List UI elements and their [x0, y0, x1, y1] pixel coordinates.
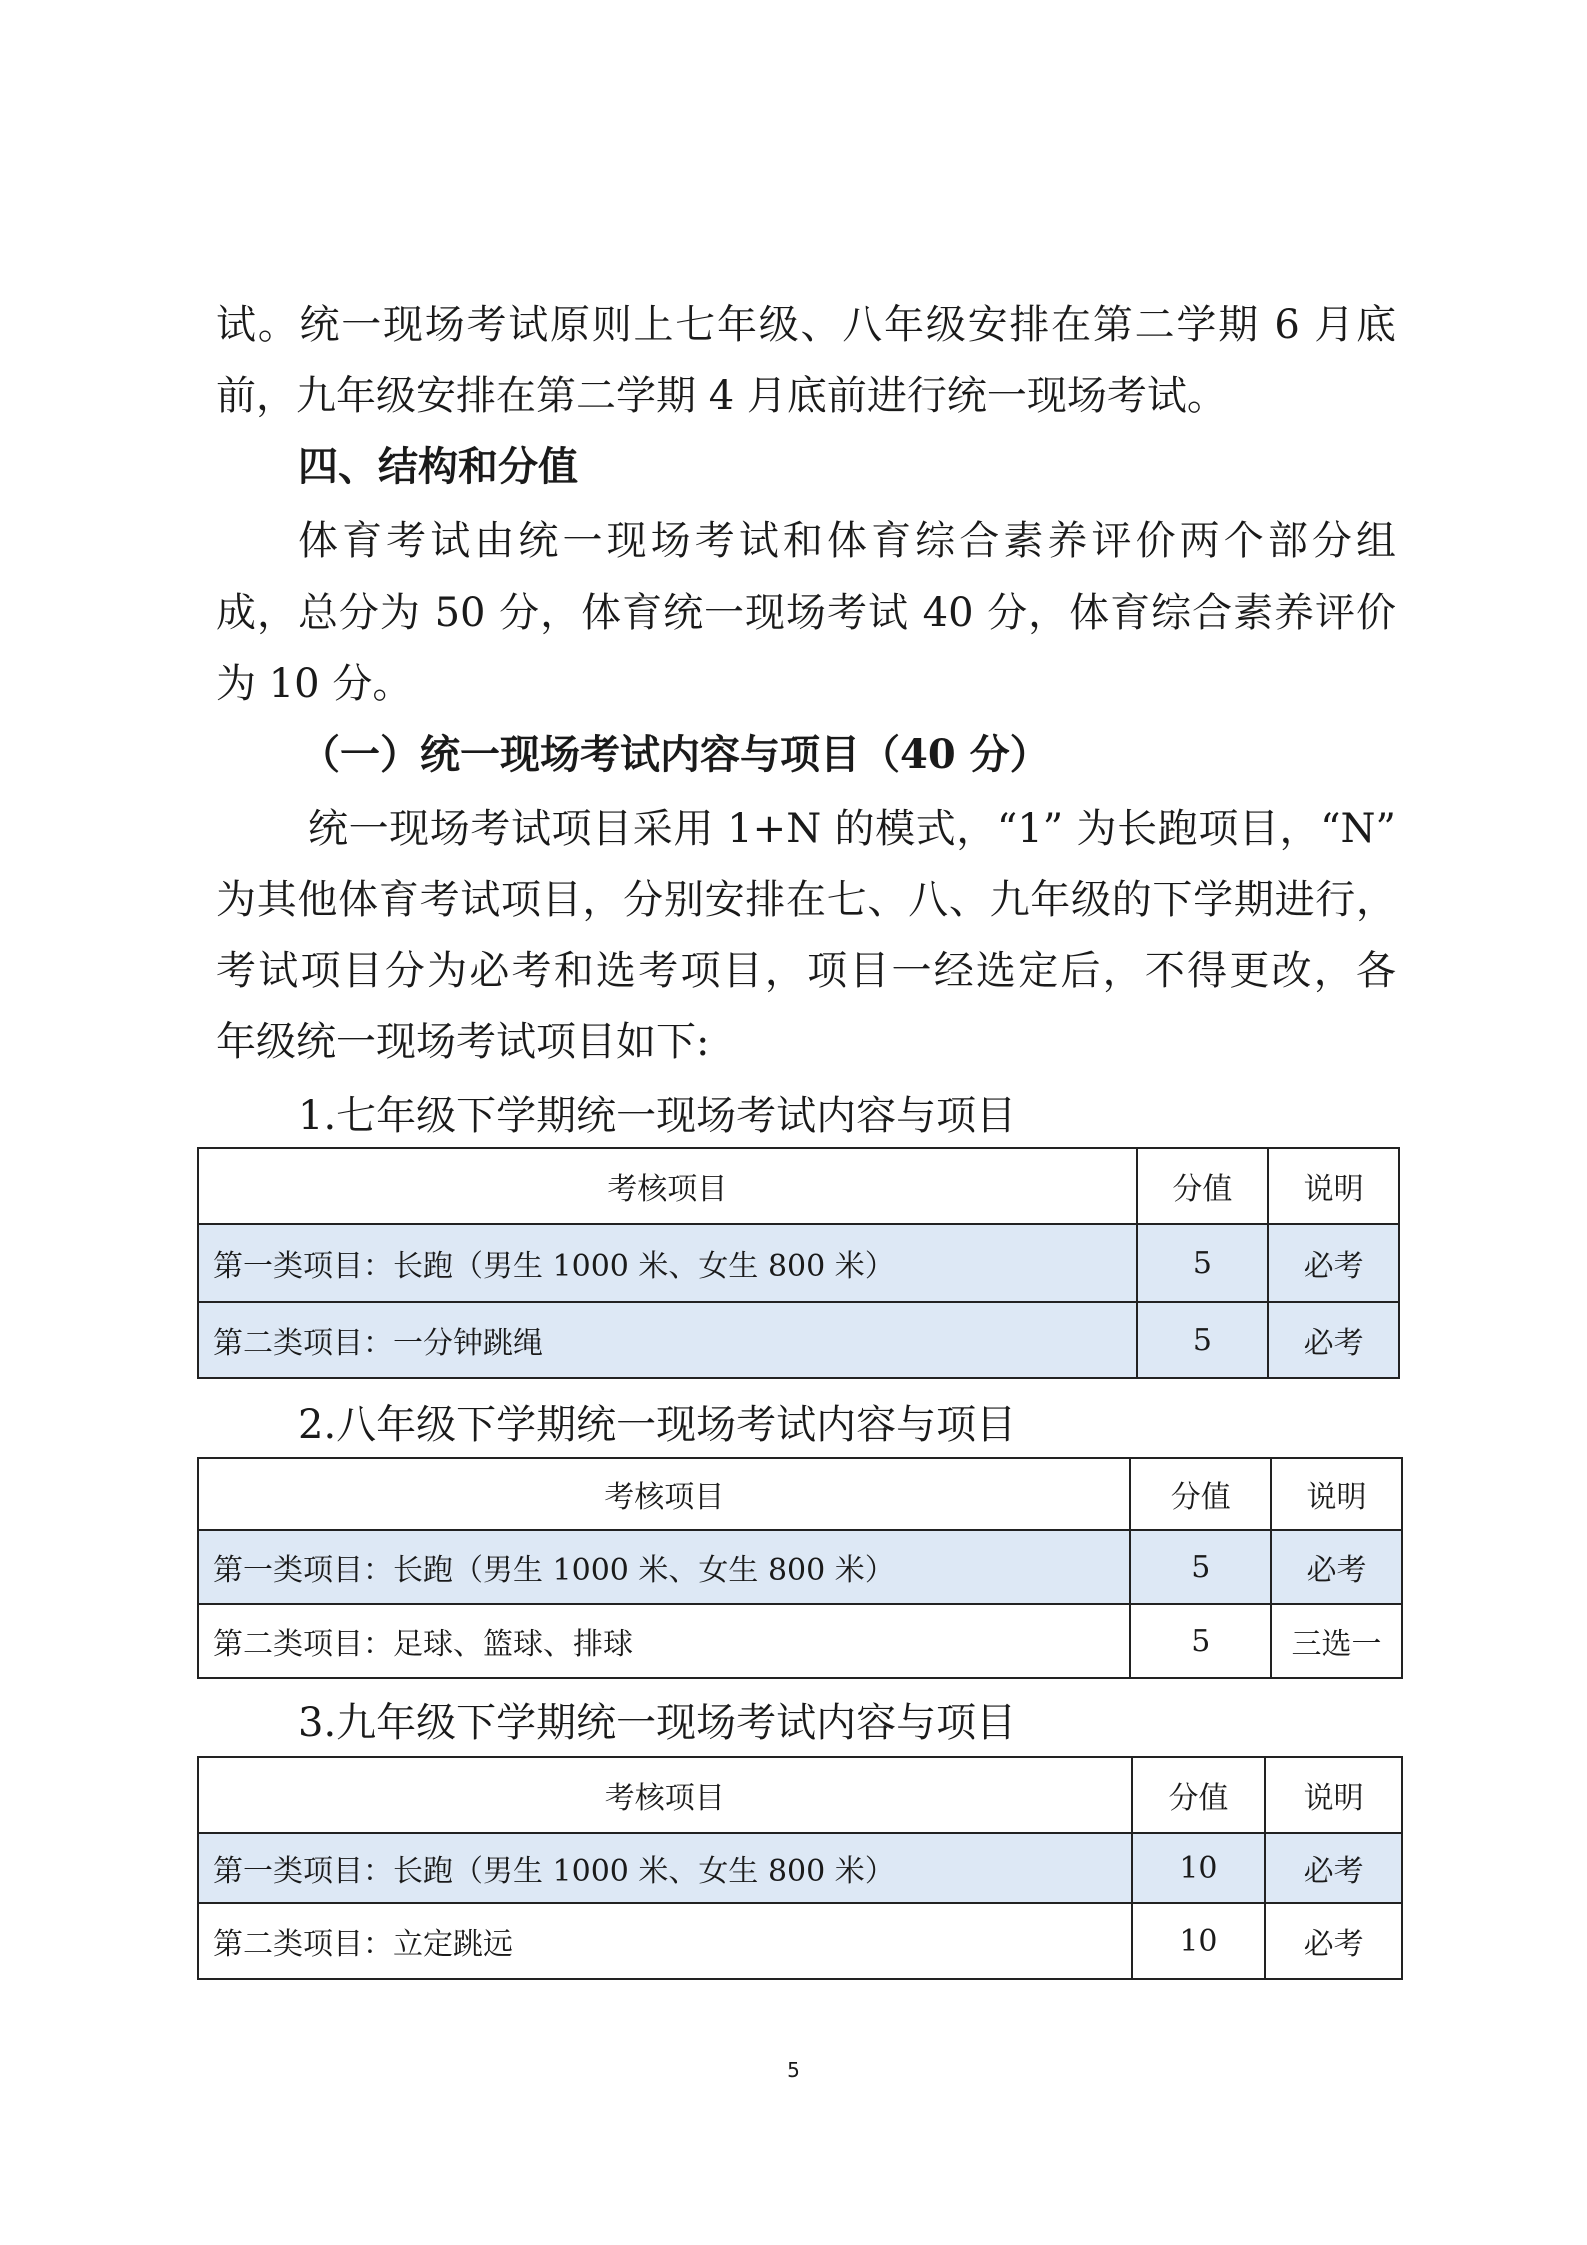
subsection-heading: （一）统一现场考试内容与项目（40 分）: [300, 731, 1050, 778]
grade9-table: [197, 1756, 1403, 1980]
note-cell: 必考: [1271, 1530, 1402, 1604]
paragraph-line: 考试项目分为必考和选考项目，项目一经选定后，不得更改，各: [216, 948, 1396, 994]
paragraph-line: 成，总分为 50 分，体育统一现场考试 40 分，体育综合素养评价: [216, 590, 1396, 636]
table-caption: 1.七年级下学期统一现场考试内容与项目: [298, 1093, 1017, 1139]
table-row: [198, 1530, 1402, 1604]
table-header-row: [198, 1148, 1399, 1224]
paragraph-line: 前，九年级安排在第二学期 4 月底前进行统一现场考试。: [216, 373, 1227, 419]
paragraph-line: 体育考试由统一现场考试和体育综合素养评价两个部分组: [298, 518, 1396, 564]
note-cell: 必考: [1265, 1903, 1402, 1979]
header-cell: 说明: [1271, 1458, 1402, 1530]
header-cell: 分值: [1130, 1458, 1271, 1530]
paragraph-line: 年级统一现场考试项目如下:: [216, 1019, 710, 1065]
grade7-table: [197, 1147, 1400, 1379]
table-row: [198, 1903, 1402, 1979]
item-cell: 第二类项目：立定跳远: [198, 1903, 1132, 1979]
note-cell: 必考: [1265, 1833, 1402, 1903]
header-cell: 说明: [1268, 1148, 1399, 1224]
table-caption: 2.八年级下学期统一现场考试内容与项目: [298, 1402, 1017, 1448]
note-cell: 必考: [1268, 1302, 1399, 1378]
header-cell: 分值: [1132, 1757, 1266, 1833]
score-cell: 5: [1130, 1604, 1271, 1678]
header-cell: 考核项目: [198, 1148, 1137, 1224]
table-row: [198, 1604, 1402, 1678]
section-heading: 四、结构和分值: [298, 443, 578, 490]
table-caption: 3.九年级下学期统一现场考试内容与项目: [298, 1700, 1017, 1746]
note-cell: 必考: [1268, 1224, 1399, 1302]
table-row: [198, 1224, 1399, 1302]
paragraph-line: 统一现场考试项目采用 1+N 的模式，“1” 为长跑项目，“N”: [308, 806, 1396, 852]
header-cell: 考核项目: [198, 1757, 1132, 1833]
item-cell: 第一类项目：长跑（男生 1000 米、女生 800 米）: [198, 1833, 1132, 1903]
paragraph-line: 试。统一现场考试原则上七年级、八年级安排在第二学期 6 月底: [216, 302, 1396, 348]
header-cell: 说明: [1265, 1757, 1402, 1833]
paragraph-line: 为 10 分。: [216, 661, 413, 707]
item-cell: 第一类项目：长跑（男生 1000 米、女生 800 米）: [198, 1530, 1130, 1604]
score-cell: 10: [1132, 1903, 1266, 1979]
table-row: [198, 1302, 1399, 1378]
table-header-row: [198, 1757, 1402, 1833]
item-cell: 第二类项目：足球、篮球、排球: [198, 1604, 1130, 1678]
page-number: 5: [787, 2058, 800, 2082]
header-cell: 考核项目: [198, 1458, 1130, 1530]
grade8-table: [197, 1457, 1403, 1679]
item-cell: 第二类项目：一分钟跳绳: [198, 1302, 1137, 1378]
paragraph-line: 为其他体育考试项目，分别安排在七、八、九年级的下学期进行，: [216, 877, 1396, 923]
table-header-row: [198, 1458, 1402, 1530]
score-cell: 5: [1137, 1224, 1269, 1302]
item-cell: 第一类项目：长跑（男生 1000 米、女生 800 米）: [198, 1224, 1137, 1302]
note-cell: 三选一: [1271, 1604, 1402, 1678]
table-row: [198, 1833, 1402, 1903]
score-cell: 10: [1132, 1833, 1266, 1903]
score-cell: 5: [1130, 1530, 1271, 1604]
header-cell: 分值: [1137, 1148, 1269, 1224]
score-cell: 5: [1137, 1302, 1269, 1378]
